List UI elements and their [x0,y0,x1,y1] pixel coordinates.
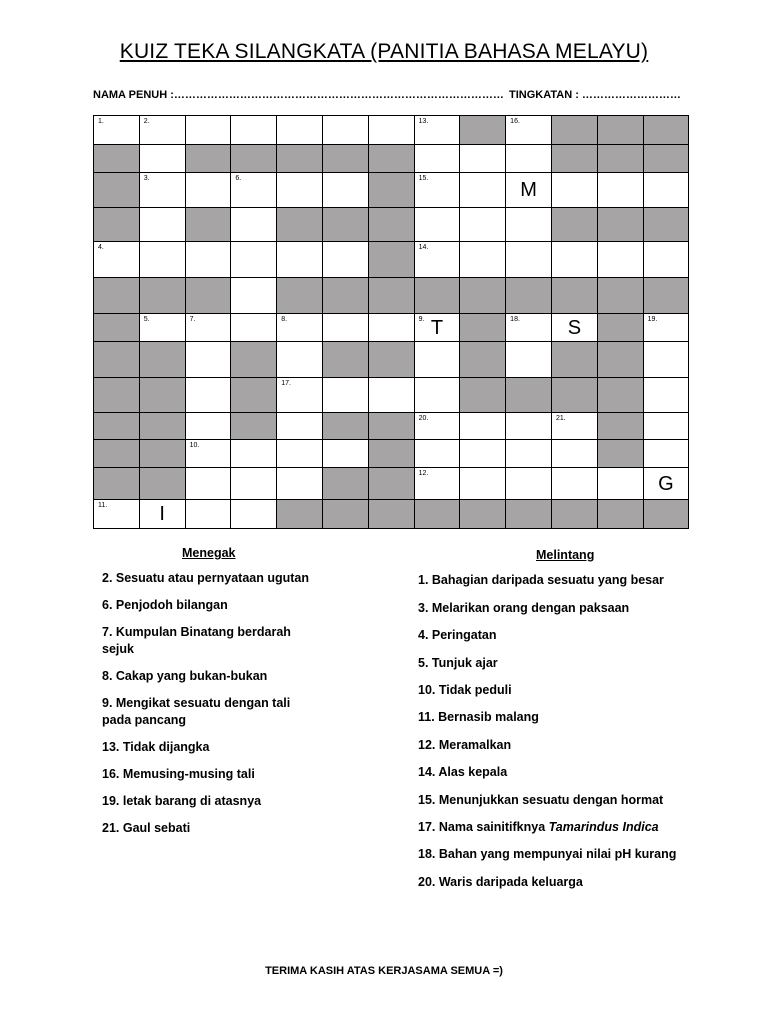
across-clue: 20. Waris daripada keluarga [418,874,583,889]
clue-number: 10. [189,442,200,449]
answer-cell[interactable] [231,173,277,208]
blocked-cell [460,278,506,314]
blocked-cell [368,173,414,208]
answer-cell[interactable] [506,116,552,145]
answer-cell[interactable] [94,500,140,529]
page-title: KUIZ TEKA SILANGKATA (PANITIA BAHASA MELAYU) [119,40,649,63]
answer-cell[interactable] [277,173,323,208]
answer-cell[interactable] [414,440,460,468]
answer-cell[interactable] [643,413,689,440]
answer-cell[interactable] [322,242,368,278]
answer-cell[interactable] [231,440,277,468]
blocked-cell [94,208,140,242]
answer-cell[interactable] [643,342,689,378]
clue-number: 5. [143,316,150,323]
blocked-cell [368,145,414,173]
blocked-cell [368,278,414,314]
answer-cell[interactable] [506,145,552,173]
blocked-cell [597,413,643,440]
answer-cell[interactable] [414,242,460,278]
down-clue: 19. letak barang di atasnya [102,794,262,808]
down-clue: 2. Sesuatu atau pernyataan ugutan [102,571,309,585]
answer-cell[interactable] [414,314,460,342]
clue-number: 20. [418,415,429,422]
answer-cell[interactable] [643,173,689,208]
blocked-cell [322,413,368,440]
answer-cell[interactable] [231,116,277,145]
grid-row [94,278,689,314]
across-clue: 18. Bahan yang mempunyai nilai pH kurang [418,847,677,862]
blocked-cell [139,378,185,413]
answer-cell[interactable] [277,413,323,440]
blocked-cell [460,378,506,413]
answer-cell[interactable] [139,116,185,145]
given-letter: T [430,316,444,339]
answer-cell[interactable] [185,440,231,468]
answer-cell[interactable] [551,314,597,342]
scientific-name: Tamarindus Indica [548,819,659,834]
blocked-cell [322,468,368,500]
across-clue: 11. Bernasib malang [418,710,539,725]
answer-cell[interactable] [551,440,597,468]
blocked-cell [460,500,506,529]
clue-number: 4. [98,244,104,251]
level-field-line[interactable]: TINGKATAN : ……………………… [509,89,681,101]
answer-cell[interactable] [368,116,414,145]
clue-number: 3. [143,175,150,182]
blocked-cell [597,145,643,173]
across-clue: 14. Alas kepala [418,765,508,780]
blocked-cell [322,500,368,529]
blocked-cell [551,500,597,529]
answer-cell[interactable] [322,116,368,145]
down-heading: Menegak [182,546,236,560]
blocked-cell [414,500,460,529]
blocked-cell [322,145,368,173]
clue-number: 17. [281,380,291,387]
blocked-cell [322,342,368,378]
answer-cell[interactable] [139,500,185,529]
grid-row [94,314,689,342]
answer-cell[interactable] [643,378,689,413]
answer-cell[interactable] [139,314,185,342]
blocked-cell [185,208,231,242]
answer-cell[interactable] [231,242,277,278]
blocked-cell [185,145,231,173]
answer-cell[interactable] [277,242,323,278]
blocked-cell [597,278,643,314]
blocked-cell [368,342,414,378]
answer-cell[interactable] [231,314,277,342]
clue-number: 16. [510,118,520,125]
answer-cell[interactable] [231,500,277,529]
blocked-cell [231,145,277,173]
clue-number: 15. [418,175,429,182]
answer-cell[interactable] [506,173,552,208]
blocked-cell [551,208,597,242]
crossword-grid [93,115,689,529]
blocked-cell [231,378,277,413]
across-clues [418,548,718,891]
clue-number: 13. [418,118,429,125]
blocked-cell [277,208,323,242]
blocked-cell [94,440,140,468]
blocked-cell [597,208,643,242]
answer-cell[interactable] [460,208,506,242]
blocked-cell [94,173,140,208]
answer-cell[interactable] [277,440,323,468]
clue-number: 21. [555,415,566,422]
across-clue: 1. Bahagian daripada sesuatu yang besar [418,573,664,588]
answer-cell[interactable] [139,145,185,173]
answer-cell[interactable] [139,208,185,242]
answer-cell[interactable] [94,242,140,278]
blocked-cell [597,314,643,342]
blocked-cell [551,116,597,145]
answer-cell[interactable] [368,378,414,413]
answer-cell[interactable] [506,242,552,278]
answer-cell[interactable] [643,468,689,500]
given-letter: I [159,503,165,525]
down-clue: 21. Gaul sebati [102,821,191,835]
answer-cell[interactable] [277,116,323,145]
blocked-cell [139,440,185,468]
blocked-cell [94,278,140,314]
answer-cell[interactable] [185,342,231,378]
across-clue: 10. Tidak peduli [418,682,512,697]
blocked-cell [551,378,597,413]
answer-cell[interactable] [414,173,460,208]
answer-cell[interactable] [414,116,460,145]
blocked-cell [368,440,414,468]
blocked-cell [597,116,643,145]
blocked-cell [414,278,460,314]
grid-row [94,208,689,242]
blocked-cell [597,378,643,413]
blocked-cell [94,145,140,173]
across-clue: 12. Meramalkan [418,737,512,752]
answer-cell[interactable] [460,440,506,468]
answer-cell[interactable] [643,242,689,278]
answer-cell[interactable] [368,314,414,342]
answer-cell[interactable] [185,242,231,278]
across-heading: Melintang [536,548,595,562]
answer-cell[interactable] [139,173,185,208]
answer-cell[interactable] [277,314,323,342]
answer-cell[interactable] [597,173,643,208]
blocked-cell [460,314,506,342]
grid-row [94,173,689,208]
clue-number: 18. [510,316,520,323]
answer-cell[interactable] [551,413,597,440]
blocked-cell [185,278,231,314]
blocked-cell [94,378,140,413]
answer-cell[interactable] [414,342,460,378]
answer-cell[interactable] [460,468,506,500]
down-clue: 16. Memusing-musing tali [102,767,255,781]
blocked-cell [322,278,368,314]
answer-cell[interactable] [185,314,231,342]
answer-cell[interactable] [506,208,552,242]
answer-cell[interactable] [185,378,231,413]
across-clue: 3. Melarikan orang dengan paksaan [418,600,630,615]
answer-cell[interactable] [460,145,506,173]
blocked-cell [94,413,140,440]
answer-cell[interactable] [185,468,231,500]
blocked-cell [277,145,323,173]
blocked-cell [551,145,597,173]
blocked-cell [368,242,414,278]
given-letter: G [658,472,674,495]
down-clue: 8. Cakap yang bukan-bukan [102,669,268,683]
grid-row [94,378,689,413]
clue-number: 11. [98,502,108,509]
blocked-cell [460,116,506,145]
answer-cell[interactable] [506,342,552,378]
down-clue: 7. Kumpulan Binatang berdarah sejuk [102,625,291,656]
blocked-cell [506,500,552,529]
grid-row [94,500,689,529]
answer-cell[interactable] [231,278,277,314]
answer-cell[interactable] [506,314,552,342]
answer-cell[interactable] [185,173,231,208]
answer-cell[interactable] [460,413,506,440]
across-clue: 4. Peringatan [418,628,497,643]
blocked-cell [643,278,689,314]
blocked-cell [643,500,689,529]
given-letter: M [520,179,537,201]
answer-cell[interactable] [231,208,277,242]
blocked-cell [368,500,414,529]
answer-cell[interactable] [185,116,231,145]
across-clue: 15. Menunjukkan sesuatu dengan hormat [418,792,664,807]
grid-row [94,145,689,173]
grid-row [94,468,689,500]
blocked-cell [551,342,597,378]
blocked-cell [94,468,140,500]
blocked-cell [368,468,414,500]
down-clue: 13. Tidak dijangka [102,740,210,754]
down-clues [102,546,322,837]
given-letter: S [567,316,582,339]
answer-cell[interactable] [139,242,185,278]
blocked-cell [231,342,277,378]
grid-row [94,440,689,468]
footer-note: TERIMA KASIH ATAS KERJASAMA SEMUA =) [265,965,503,977]
blocked-cell [506,278,552,314]
answer-cell[interactable] [231,468,277,500]
across-clue: 5. Tunjuk ajar [418,655,498,670]
clue-number: 14. [418,244,429,251]
clue-number: 19. [647,316,658,323]
answer-cell[interactable] [94,116,140,145]
answer-cell[interactable] [506,440,552,468]
blocked-cell [460,342,506,378]
answer-cell[interactable] [506,413,552,440]
clue-number: 1. [98,118,104,125]
blocked-cell [368,208,414,242]
answer-cell[interactable] [277,468,323,500]
blocked-cell [231,413,277,440]
blocked-cell [277,278,323,314]
answer-cell[interactable] [597,468,643,500]
answer-cell[interactable] [414,413,460,440]
grid-row [94,342,689,378]
blocked-cell [139,278,185,314]
down-clue: 9. Mengikat sesuatu dengan tali pada pancang [102,696,291,727]
blocked-cell [643,116,689,145]
answer-cell[interactable] [277,378,323,413]
across-clue [418,819,718,836]
blocked-cell [597,440,643,468]
answer-cell[interactable] [551,173,597,208]
answer-cell[interactable] [460,173,506,208]
answer-cell[interactable] [414,208,460,242]
clue-number: 8. [281,316,288,323]
grid-row [94,116,689,145]
answer-cell[interactable] [506,468,552,500]
answer-cell[interactable] [551,242,597,278]
down-clue: 6. Penjodoh bilangan [102,598,228,612]
blocked-cell [597,342,643,378]
answer-cell[interactable] [322,314,368,342]
blocked-cell [277,500,323,529]
blocked-cell [643,208,689,242]
blocked-cell [597,500,643,529]
grid-row [94,413,689,440]
answer-cell[interactable] [322,440,368,468]
blocked-cell [368,413,414,440]
clue-number: 7. [189,316,196,323]
blocked-cell [139,468,185,500]
across-clue-text: 17. Nama sainitifknya [418,819,549,834]
clue-number: 9. [418,316,425,323]
clue-number: 6. [235,175,242,182]
blocked-cell [322,208,368,242]
answer-cell[interactable] [185,500,231,529]
blocked-cell [94,342,140,378]
answer-cell[interactable] [643,440,689,468]
answer-cell[interactable] [185,413,231,440]
answer-cell[interactable] [414,468,460,500]
blocked-cell [94,314,140,342]
blocked-cell [139,413,185,440]
clue-number: 12. [418,470,429,477]
answer-cell[interactable] [277,342,323,378]
name-field-line[interactable]: NAMA PENUH :……………………………………………………………………………… [93,89,504,101]
blocked-cell [551,278,597,314]
clue-number: 2. [143,118,150,125]
blocked-cell [506,378,552,413]
answer-cell[interactable] [322,378,368,413]
answer-cell[interactable] [643,314,689,342]
answer-cell[interactable] [414,145,460,173]
blocked-cell [139,342,185,378]
grid-row [94,242,689,278]
answer-cell[interactable] [414,378,460,413]
answer-cell[interactable] [597,242,643,278]
answer-cell[interactable] [460,242,506,278]
blocked-cell [643,145,689,173]
answer-cell[interactable] [551,468,597,500]
answer-cell[interactable] [322,173,368,208]
